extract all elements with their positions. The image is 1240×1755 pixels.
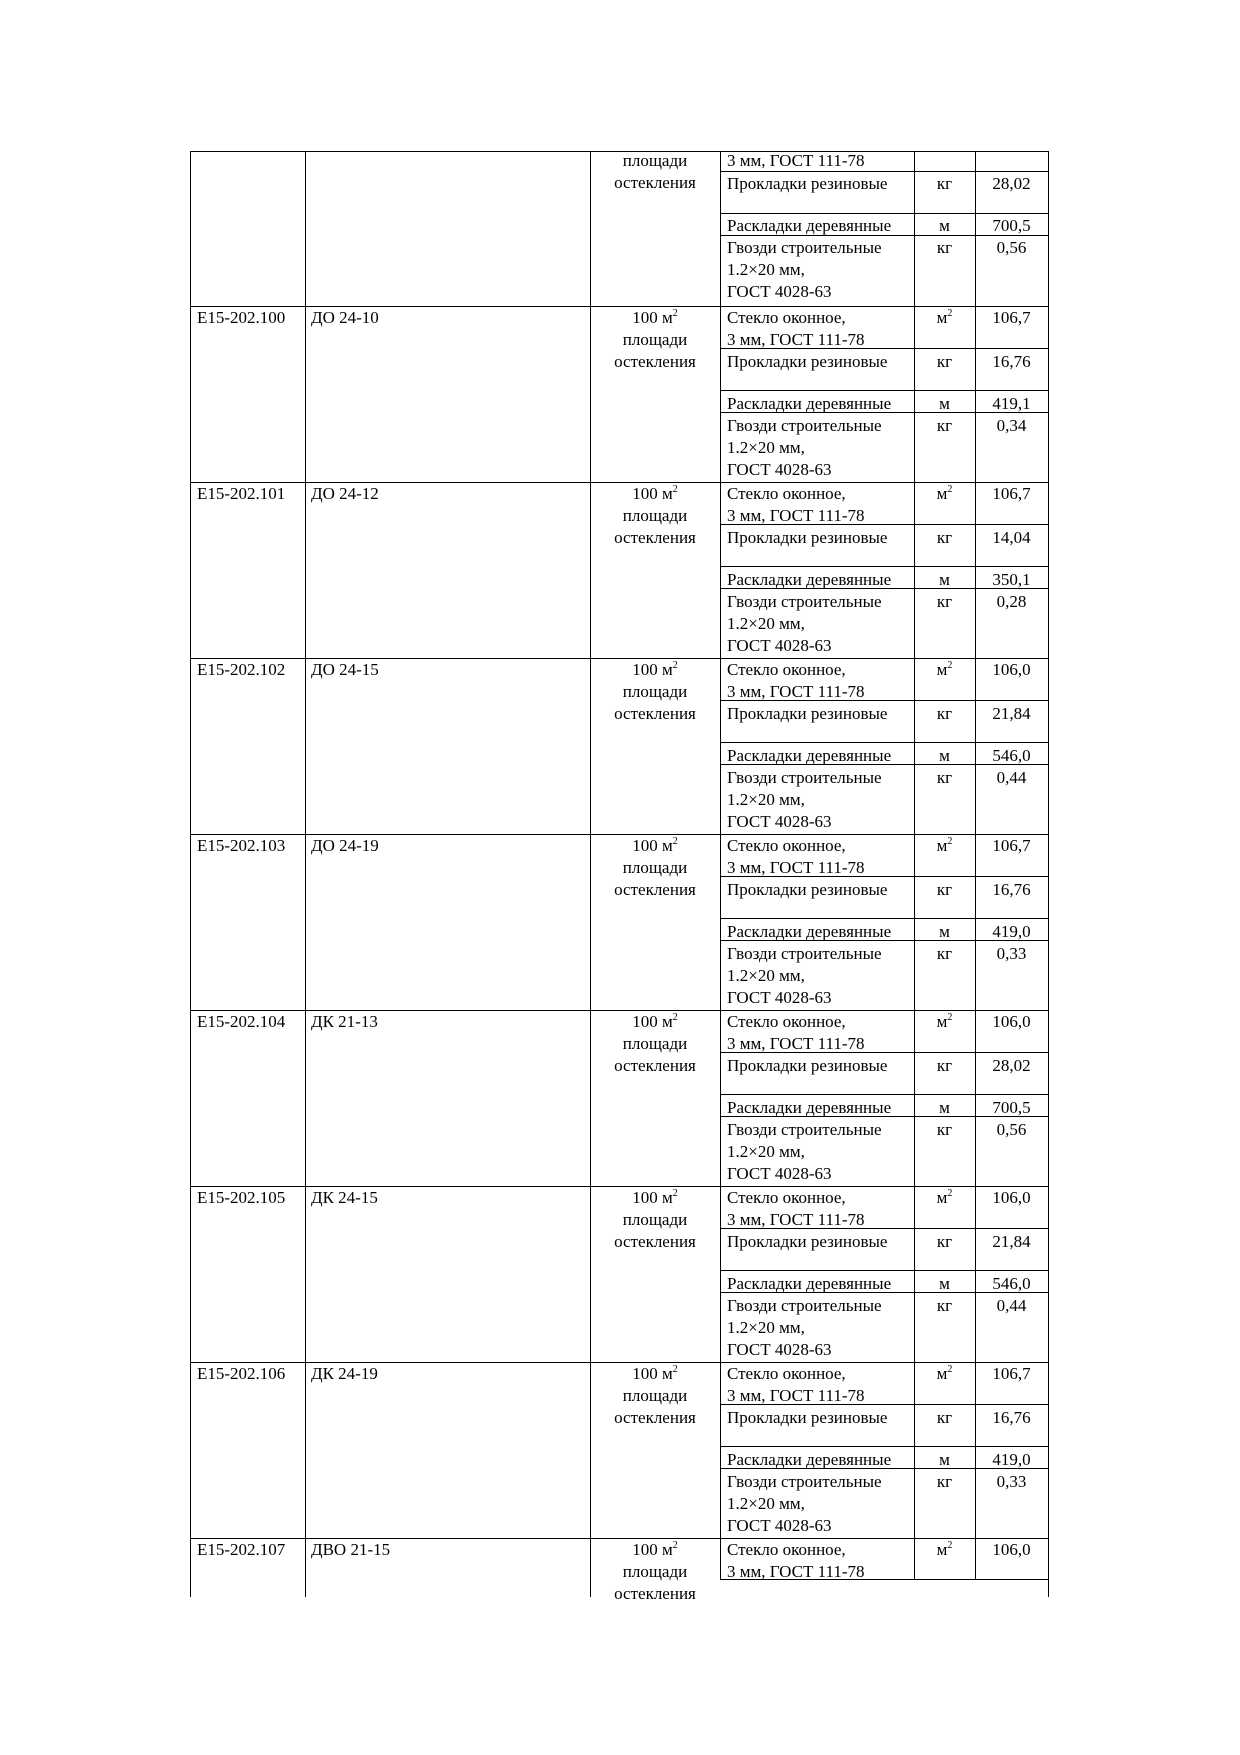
material-rule — [720, 764, 1048, 765]
material-qty: 0,44 — [996, 768, 1027, 787]
norm-unit: 100 $м^2$ площади остекления — [614, 484, 696, 547]
material-qty: 106,7 — [992, 484, 1031, 503]
material-unit: м — [939, 1274, 950, 1293]
material-name: Гвозди строительные 1.2×20 мм, ГОСТ 4028-63 — [727, 768, 882, 831]
material-unit: кг — [936, 592, 953, 611]
material-qty: 419,1 — [992, 394, 1031, 413]
material-qty: 546,0 — [992, 746, 1031, 765]
material-name: Прокладки резиновые — [727, 352, 888, 371]
material-name: Стекло оконное, 3 мм, ГОСТ 111-78 — [727, 1012, 865, 1053]
norm-name: ДО 24-15 — [311, 660, 379, 679]
material-qty: 700,5 — [992, 216, 1031, 235]
norm-name: ДК 24-15 — [311, 1188, 378, 1207]
material-unit: м — [939, 216, 950, 235]
material-qty: 0,56 — [996, 238, 1027, 257]
norm-code: Е15-202.102 — [197, 660, 286, 679]
material-qty: 16,76 — [992, 1408, 1031, 1427]
norm-code: Е15-202.103 — [197, 836, 286, 855]
material-qty: 0,34 — [996, 416, 1027, 435]
column-rule — [1048, 151, 1049, 1597]
material-unit: $м^2$ — [936, 1540, 953, 1559]
material-qty: 106,7 — [992, 308, 1031, 327]
material-unit: кг — [936, 1056, 953, 1075]
material-qty: 0,44 — [996, 1296, 1027, 1315]
material-unit: м — [939, 394, 950, 413]
material-name: Гвозди строительные 1.2×20 мм, ГОСТ 4028-63 — [727, 944, 882, 1007]
material-qty: 419,0 — [992, 1450, 1031, 1469]
material-qty: 106,0 — [992, 660, 1031, 679]
material-rule — [720, 1468, 1048, 1469]
material-rule — [720, 1270, 1048, 1271]
material-qty: 0,33 — [996, 944, 1027, 963]
material-unit: кг — [936, 416, 953, 435]
material-name: Стекло оконное, 3 мм, ГОСТ 111-78 — [727, 1540, 865, 1581]
norm-code: Е15-202.107 — [197, 1540, 286, 1559]
material-rule — [720, 390, 1048, 391]
material-qty: 106,0 — [992, 1188, 1031, 1207]
material-name: Раскладки деревянные — [727, 1274, 892, 1293]
material-name: Прокладки резиновые — [727, 528, 888, 547]
material-qty: 16,76 — [992, 880, 1031, 899]
material-unit: $м^2$ — [936, 660, 953, 679]
material-qty: 106,7 — [992, 836, 1031, 855]
material-unit: м — [939, 746, 950, 765]
material-qty: 419,0 — [992, 922, 1031, 941]
material-name: Раскладки деревянные — [727, 922, 892, 941]
material-qty: 0,28 — [996, 592, 1027, 611]
material-name: Гвозди строительные 1.2×20 мм, ГОСТ 4028-63 — [727, 1472, 882, 1535]
material-rule — [720, 1228, 1048, 1229]
material-name: 3 мм, ГОСТ 111-78 — [727, 151, 865, 170]
material-name: Гвозди строительные 1.2×20 мм, ГОСТ 4028-63 — [727, 416, 882, 479]
norm-unit: 100 $м^2$ площади остекления — [614, 660, 696, 723]
material-qty: 106,0 — [992, 1012, 1031, 1031]
material-qty: 546,0 — [992, 1274, 1031, 1293]
material-name: Прокладки резиновые — [727, 1056, 888, 1075]
material-rule — [720, 524, 1048, 525]
material-name: Гвозди строительные 1.2×20 мм, ГОСТ 4028-63 — [727, 238, 882, 301]
material-unit: м — [939, 922, 950, 941]
norm-code: Е15-202.106 — [197, 1364, 286, 1383]
material-unit: кг — [936, 352, 953, 371]
material-name: Стекло оконное, 3 мм, ГОСТ 111-78 — [727, 660, 865, 701]
material-rule — [720, 918, 1048, 919]
material-rule — [720, 876, 1048, 877]
material-qty: 0,56 — [996, 1120, 1027, 1139]
material-rule — [720, 348, 1048, 349]
material-qty: 106,0 — [992, 1540, 1031, 1559]
material-unit: кг — [936, 1472, 953, 1491]
material-unit: м — [939, 1450, 950, 1469]
material-unit: кг — [936, 1120, 953, 1139]
norm-unit: 100 $м^2$ площади остекления — [614, 1540, 696, 1603]
material-unit: кг — [936, 528, 953, 547]
material-unit: м — [939, 570, 950, 589]
material-name: Стекло оконное, 3 мм, ГОСТ 111-78 — [727, 1188, 865, 1229]
material-name: Раскладки деревянные — [727, 746, 892, 765]
material-rule — [720, 742, 1048, 743]
material-name: Прокладки резиновые — [727, 704, 888, 723]
material-unit: $м^2$ — [936, 1012, 953, 1031]
material-name: Прокладки резиновые — [727, 1232, 888, 1251]
material-rule — [720, 171, 1048, 172]
material-name: Стекло оконное, 3 мм, ГОСТ 111-78 — [727, 484, 865, 525]
material-rule — [720, 700, 1048, 701]
material-rule — [720, 412, 1048, 413]
material-rule — [720, 566, 1048, 567]
material-unit: кг — [936, 704, 953, 723]
material-unit: $м^2$ — [936, 1188, 953, 1207]
material-rule — [720, 588, 1048, 589]
material-name: Прокладки резиновые — [727, 174, 888, 193]
material-qty: 106,7 — [992, 1364, 1031, 1383]
material-name: Прокладки резиновые — [727, 880, 888, 899]
material-unit: $м^2$ — [936, 1364, 953, 1383]
material-rule — [720, 940, 1048, 941]
material-rule — [720, 1292, 1048, 1293]
material-name: Раскладки деревянные — [727, 394, 892, 413]
material-rule — [720, 213, 1048, 214]
material-name: Стекло оконное, 3 мм, ГОСТ 111-78 — [727, 308, 865, 349]
material-unit: $м^2$ — [936, 308, 953, 327]
norm-code: Е15-202.100 — [197, 308, 286, 327]
norm-unit: 100 $м^2$ площади остекления — [614, 1012, 696, 1075]
material-name: Стекло оконное, 3 мм, ГОСТ 111-78 — [727, 836, 865, 877]
norm-name: ДО 24-10 — [311, 308, 379, 327]
norm-code: Е15-202.105 — [197, 1188, 286, 1207]
material-rule — [720, 1446, 1048, 1447]
norm-name: ДК 24-19 — [311, 1364, 378, 1383]
norm-unit: 100 $м^2$ площади остекления — [614, 1188, 696, 1251]
norm-name: ДО 24-19 — [311, 836, 379, 855]
material-unit: $м^2$ — [936, 836, 953, 855]
material-name: Раскладки деревянные — [727, 216, 892, 235]
norm-name: ДО 24-12 — [311, 484, 379, 503]
material-unit: м — [939, 1098, 950, 1117]
material-qty: 700,5 — [992, 1098, 1031, 1117]
material-rule — [720, 1052, 1048, 1053]
column-rule — [720, 151, 721, 1579]
material-qty: 350,1 — [992, 570, 1031, 589]
norm-name: ДВО 21-15 — [311, 1540, 391, 1559]
material-rule — [720, 1116, 1048, 1117]
material-unit: кг — [936, 174, 953, 193]
column-rule — [190, 151, 191, 1597]
material-unit: кг — [936, 768, 953, 787]
material-unit: кг — [936, 238, 953, 257]
material-unit: кг — [936, 1232, 953, 1251]
material-unit: кг — [936, 880, 953, 899]
material-name: Прокладки резиновые — [727, 1408, 888, 1427]
material-name: Гвозди строительные 1.2×20 мм, ГОСТ 4028-63 — [727, 1120, 882, 1183]
material-qty: 28,02 — [992, 174, 1031, 193]
norm-code: Е15-202.101 — [197, 484, 286, 503]
unit-measure-tail: площади остекления — [614, 151, 696, 192]
material-qty: 14,04 — [992, 528, 1031, 547]
material-name: Гвозди строительные 1.2×20 мм, ГОСТ 4028-63 — [727, 1296, 882, 1359]
material-name: Раскладки деревянные — [727, 1098, 892, 1117]
table-bottom-rule — [720, 1579, 1048, 1580]
norm-unit: 100 $м^2$ площади остекления — [614, 308, 696, 371]
norms-table — [190, 151, 1059, 1603]
material-qty: 0,33 — [996, 1472, 1027, 1491]
material-name: Раскладки деревянные — [727, 1450, 892, 1469]
material-qty: 16,76 — [992, 352, 1031, 371]
material-qty: 28,02 — [992, 1056, 1031, 1075]
material-name: Гвозди строительные 1.2×20 мм, ГОСТ 4028-63 — [727, 592, 882, 655]
material-qty: 21,84 — [992, 1232, 1031, 1251]
material-name: Раскладки деревянные — [727, 570, 892, 589]
material-unit: кг — [936, 944, 953, 963]
material-unit: кг — [936, 1408, 953, 1427]
material-unit: $м^2$ — [936, 484, 953, 503]
material-qty: 21,84 — [992, 704, 1031, 723]
material-rule — [720, 235, 1048, 236]
norm-unit: 100 $м^2$ площади остекления — [614, 1364, 696, 1427]
material-name: Стекло оконное, 3 мм, ГОСТ 111-78 — [727, 1364, 865, 1405]
norm-name: ДК 21-13 — [311, 1012, 378, 1031]
material-rule — [720, 1094, 1048, 1095]
material-rule — [720, 1404, 1048, 1405]
material-unit: кг — [936, 1296, 953, 1315]
norm-unit: 100 $м^2$ площади остекления — [614, 836, 696, 899]
norm-code: Е15-202.104 — [197, 1012, 286, 1031]
